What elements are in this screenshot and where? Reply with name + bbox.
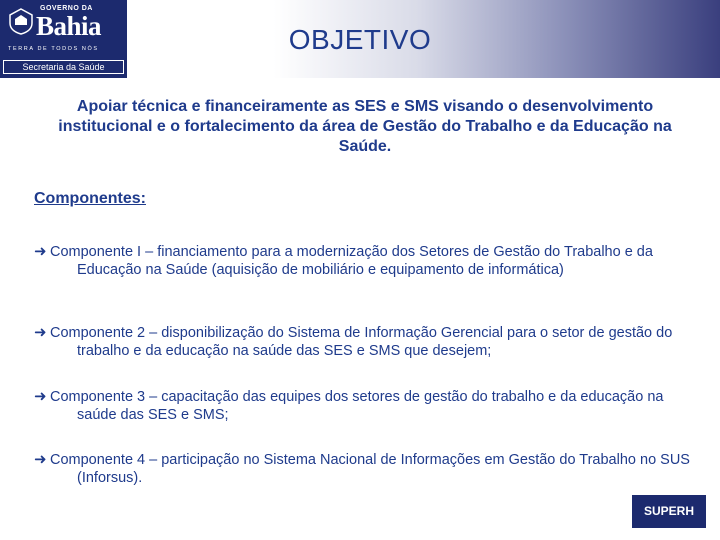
component-text: Componente 3 – capacitação das equipes dos setores de gestão do trabalho e da educação na saúde das SES e SMS; xyxy=(50,389,664,423)
logo-tagline: TERRA DE TODOS NÓS xyxy=(8,46,99,52)
logo-govern-text: GOVERNO DA xyxy=(40,5,93,12)
component-text: Componente 2 – disponibilização do Sistema de Informação Gerencial para o setor de gestão do trabalho e da educação na saúde das SES e SMS que desejem; xyxy=(50,325,673,359)
logo-state-name: Bahia xyxy=(36,11,102,41)
component-item-1 xyxy=(34,243,694,279)
component-text: Componente 4 – participação no Sistema Nacional de Informações em Gestão do Trabalho no SUS (Inforsus). xyxy=(50,452,690,486)
arrow-right-icon: ➜ xyxy=(34,388,47,405)
component-item-4 xyxy=(34,451,694,487)
page-title: OBJETIVO xyxy=(288,24,432,55)
arrow-right-icon: ➜ xyxy=(34,243,47,260)
emblem-icon xyxy=(8,7,34,35)
superh-badge: SUPERH xyxy=(632,495,706,528)
component-text: Componente I – financiamento para a modernização dos Setores de Gestão do Trabalho e da Educação na Saúde (aquisição de mobiliário e equipamento de informática) xyxy=(50,244,653,278)
header-banner xyxy=(0,0,720,78)
component-item-2 xyxy=(34,324,694,360)
arrow-right-icon: ➜ xyxy=(34,324,47,341)
component-item-3 xyxy=(34,388,694,424)
arrow-right-icon: ➜ xyxy=(34,451,47,468)
secretaria-label: Secretaria da Saúde xyxy=(3,60,124,74)
bahia-logo xyxy=(0,0,127,78)
objective-text: Apoiar técnica e financeiramente as SES e SMS visando o desenvolvimento institucional e o fortalecimento da área de Gestão do Trabalho e da Educação na Saúde. xyxy=(58,98,672,155)
logo-mark xyxy=(6,5,121,57)
components-heading: Componentes: xyxy=(34,190,146,207)
